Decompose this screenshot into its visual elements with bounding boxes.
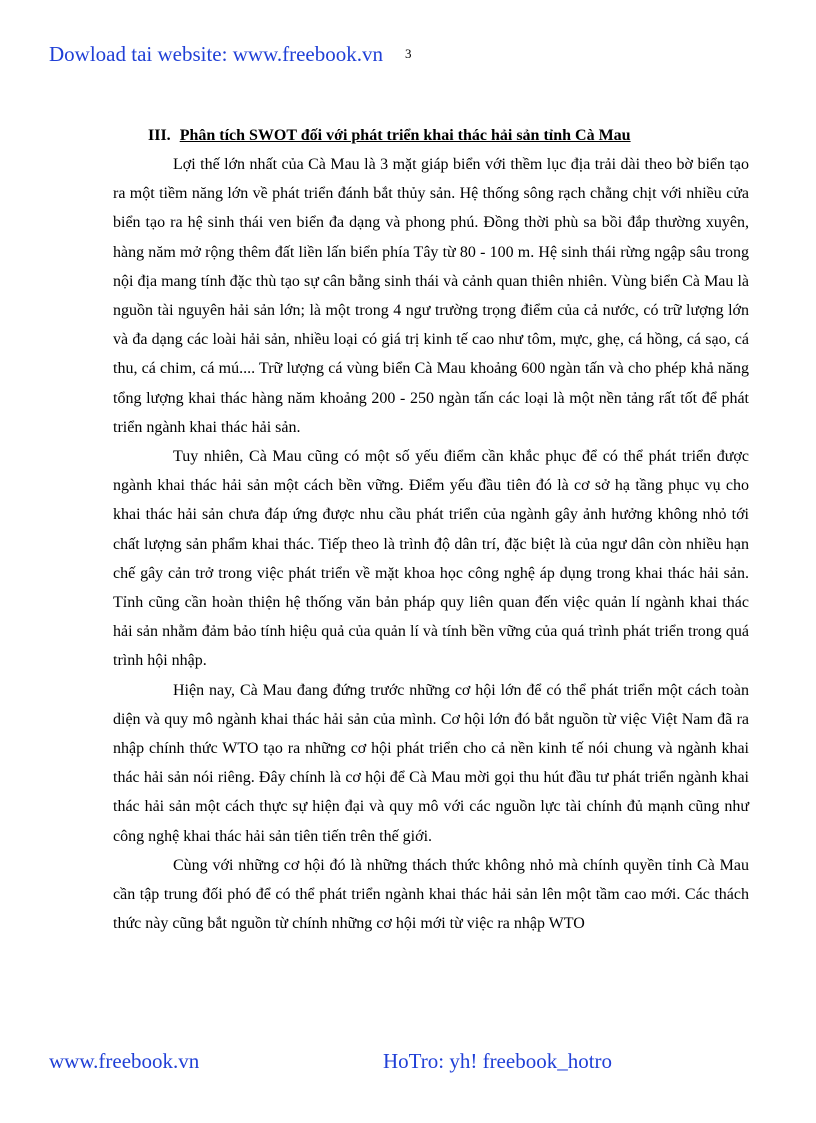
section-number: III. (148, 127, 171, 144)
page-header (49, 42, 411, 72)
paragraph-opportunities: Hiện nay, Cà Mau đang đứng trước những cơ hội lớn để có thể phát triển một cách toàn diện và quy mô ngành khai thác hải sản của mình. Cơ hội lớn đó bắt nguồn từ việc Việt Nam đã ra nhập chính thức WTO tạo ra những cơ hội phát triển cho cả nền kinh tế nói chung và ngành khai thác hải sản nói riêng. Đây chính là cơ hội để Cà Mau mời gọi thu hút đầu tư phát triển ngành khai thác hải sản một cách thực sự hiện đại và quy mô với các nguồn lực tài chính đủ mạnh cũng như công nghệ khai thác hải sản tiên tiến trên thế giới. (113, 681, 749, 845)
paragraph-weaknesses: Tuy nhiên, Cà Mau cũng có một số yếu điểm cần khắc phục để có thể phát triển được ngành khai thác hải sản một cách bền vững. Điểm yếu đầu tiên đó là cơ sở hạ tầng phục vụ cho khai thác hải sản chưa đáp ứng được nhu cầu phát triển của ngành gây ảnh hưởng không nhỏ tới chất lượng sản phẩm khai thác. Tiếp theo là trình độ dân trí, đặc biệt là của ngư dân còn nhiều hạn chế gây cản trở trong việc phát triển về mặt khoa học công nghệ áp dụng trong khai thác hải sản. Tỉnh cũng cần hoàn thiện hệ thống văn bản pháp quy liên quan đến việc quản lí ngành khai thác hải sản nhằm đảm bảo tính hiệu quả của quản lí và tính bền vững của quá trình phát triển trong quá trình hội nhập. (113, 448, 749, 670)
section-title: Phân tích SWOT đối với phát triển khai thác hải sản tỉnh Cà Mau (179, 127, 631, 144)
paragraph-threats: Cùng với những cơ hội đó là những thách thức không nhỏ mà chính quyền tỉnh Cà Mau cần tập trung đối phó để có thể phát triển ngành khai thác hải sản lên một tầm cao mới. Các thách thức này cũng bắt nguồn từ chính những cơ hội mới từ việc ra nhập WTO (113, 856, 749, 933)
header-website-link[interactable]: Dowload tai website: www.freebook.vn (49, 42, 383, 66)
paragraph-strengths: Lợi thế lớn nhất của Cà Mau là 3 mặt giáp biển với thềm lục địa trải dài theo bờ biển tạo ra một tiềm năng lớn về phát triển đánh bắt thủy sản. Hệ thống sông rạch chằng chịt với nhiều cửa biển tạo ra hệ sinh thái ven biển đa dạng và phong phú. Đồng thời phù sa bồi đắp thường xuyên, hàng năm mở rộng thêm đất liền lấn biển phía Tây từ 80 - 100 m. Hệ sinh thái rừng ngập sâu trong nội địa mang tính đặc thù tạo sự cân bằng sinh thái và cảnh quan thiên nhiên. Vùng biển Cà Mau là nguồn tài nguyên hải sản lớn; là một trong 4 ngư trường trọng điểm của cả nước, có trữ lượng lớn và đa dạng các loài hải sản, nhiều loại có giá trị kinh tế cao như tôm, mực, ghẹ, cá hồng, cá sạo, cá thu, cá chim, cá mú.... Trữ lượng cá vùng biển Cà Mau khoảng 600 ngàn tấn và cho phép khả năng tổng lượng khai thác hàng năm khoảng 200 - 250 ngàn tấn các loại là một nền tảng rất tốt để phát triển ngành khai thác hải sản. (113, 156, 749, 436)
footer-support-link[interactable]: HoTro: yh! freebook_hotro (383, 1049, 613, 1073)
section-heading (148, 122, 749, 150)
document-body (113, 122, 749, 938)
footer-website-link[interactable]: www.freebook.vn (49, 1049, 200, 1073)
page-number: 3 (404, 46, 412, 61)
